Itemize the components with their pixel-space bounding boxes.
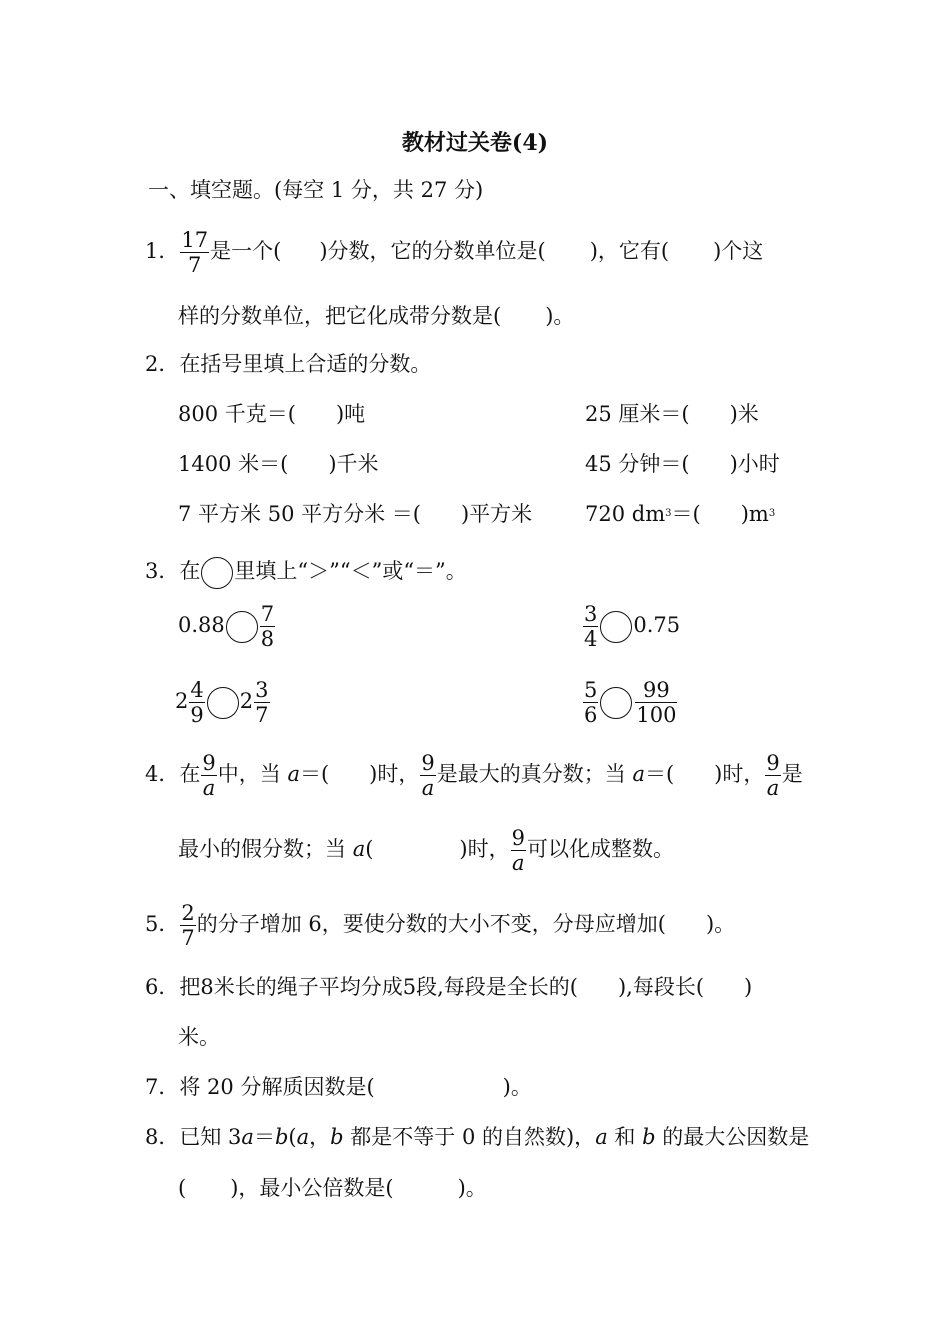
fraction: $\frac{17}{7}$	[181, 228, 209, 277]
question-number: 1．	[145, 239, 180, 263]
compare-circle[interactable]	[226, 611, 258, 643]
question-8-line-2: ( )，最小公倍数是( )。	[178, 1176, 487, 1200]
compare-circle[interactable]	[201, 557, 233, 589]
compare-item: 0.88 $\frac{7}{8}$	[178, 602, 275, 651]
question-4-line-2: 最小的假分数；当 a( )时， $\frac{9}{a}$ 可以化成整数。	[178, 826, 674, 875]
question-2-stem: 2．在括号里填上合适的分数。	[145, 352, 432, 376]
question-5: 5． $\frac{2}{7}$ 的分子增加 6，要使分数的大小不变，分母应增加( )。	[145, 901, 736, 950]
question-6-line-2: 米。	[178, 1025, 220, 1049]
compare-item: 2 $\frac{4}{9}$ 2 $\frac{3}{7}$	[175, 678, 269, 727]
question-8-line-1: 8．已知 3a＝b(a，b 都是不等于 0 的自然数)，a 和 b 的最大公因数是	[145, 1125, 810, 1149]
section-heading: 一、填空题。(每空 1 分，共 27 分)	[148, 178, 484, 202]
conversion-item: 1400 米＝( )千米	[178, 452, 379, 476]
page-title: 教材过关卷(4)	[401, 130, 549, 156]
question-7: 7．将 20 分解质因数是( )。	[145, 1075, 532, 1099]
question-3-stem: 3．在 里填上“＞”“＜”或“＝”。	[145, 555, 467, 589]
question-4-line-1: 4．在 $\frac{9}{a}$ 中，当 a＝( )时， $\frac{9}{a}$ 是最大的真分数；当 a＝( )时， $\frac{9}{a}$ 是	[145, 751, 803, 800]
conversion-item: 800 千克＝( )吨	[178, 402, 366, 426]
question-6-line-1: 6．把8米长的绳子平均分成5段,每段是全长的( ),每段长( )	[145, 975, 753, 999]
question-1-line-1: 1． $\frac{17}{7}$ 是一个( )分数，它的分数单位是( )，它有( )个这	[145, 228, 764, 277]
compare-item: $\frac{5}{6}$ $\frac{99}{100}$	[584, 678, 677, 727]
question-1-line-2: 样的分数单位，把它化成带分数是( )。	[178, 304, 575, 328]
compare-circle[interactable]	[600, 611, 632, 643]
conversion-item: 45 分钟＝( )小时	[585, 452, 780, 476]
compare-item: $\frac{3}{4}$ 0.75	[584, 602, 681, 651]
conversion-item: 7 平方米 50 平方分米 ＝( )平方米	[178, 502, 533, 526]
compare-circle[interactable]	[600, 687, 632, 719]
conversion-item: 25 厘米＝( )米	[585, 402, 759, 426]
compare-circle[interactable]	[207, 687, 239, 719]
conversion-item: 720 $dm^3=$( )$m^3$	[585, 502, 776, 526]
